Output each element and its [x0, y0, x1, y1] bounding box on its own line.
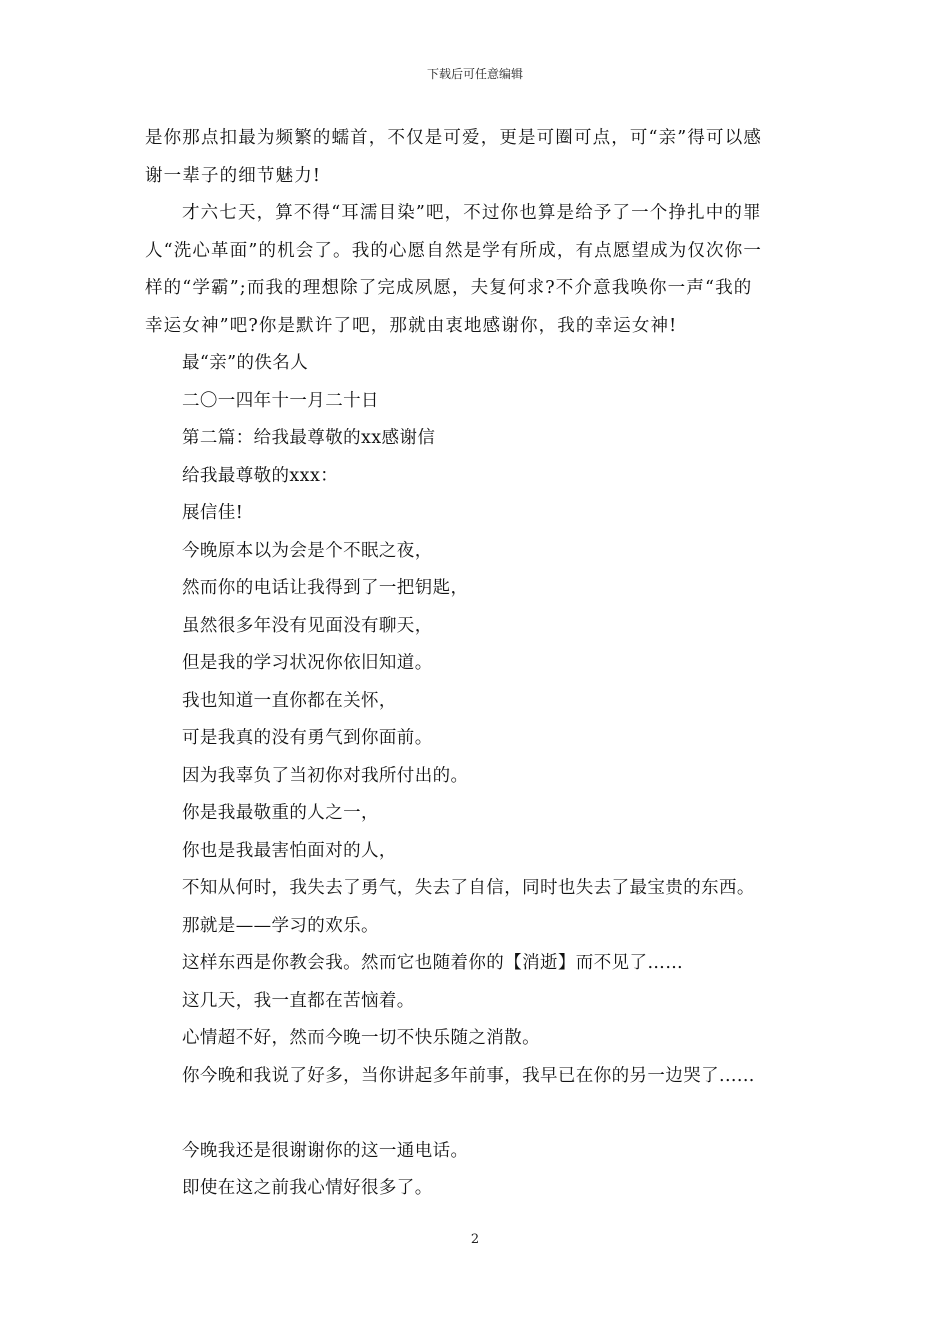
blank-line: [145, 1095, 810, 1133]
paragraph-line: 因为我辜负了当初你对我所付出的。: [182, 765, 469, 786]
paragraph-line: 即使在这之前我心情好很多了。: [182, 1178, 433, 1198]
paragraph-line: 这几天，我一直都在苦恼着。: [182, 990, 415, 1011]
paragraph-line: 这样东西是你教会我。然而它也随着你的【消逝】而不见了……: [182, 953, 684, 973]
paragraph-line: 你是我最敬重的人之一，: [182, 803, 379, 823]
page-header: 下载后可任意编辑: [426, 67, 523, 81]
paragraph-line: 幸运女神”吧?你是默许了吧，那就由衷地感谢你，我的幸运女神!: [145, 315, 678, 336]
paragraph-line: 心情超不好，然而今晚一切不快乐随之消散。: [182, 1028, 540, 1048]
paragraph-line: 虽然很多年没有见面没有聊天，: [182, 615, 433, 636]
page-number: 2: [470, 1232, 480, 1247]
paragraph-line: 展信佳!: [182, 503, 244, 523]
document-body: [145, 120, 810, 1208]
paragraph-line: 今晚我还是很谢谢你的这一通电话。: [182, 1140, 469, 1161]
date-line: 二〇一四年十一月二十日: [182, 390, 379, 411]
salutation-line: 给我最尊敬的xxx：: [182, 465, 339, 486]
paragraph-line: 谢一辈子的细节魅力!: [145, 165, 322, 186]
paragraph-line: 今晚原本以为会是个不眠之夜，: [182, 540, 433, 561]
paragraph-line: 你也是我最害怕面对的人，: [182, 840, 397, 861]
section-heading: 第二篇：给我最尊敬的xx感谢信: [182, 428, 436, 448]
paragraph-line: 样的“学霸”;而我的理想除了完成夙愿，夫复何求?不介意我唤你一声“我的: [145, 278, 753, 298]
paragraph-line: 我也知道一直你都在关怀，: [182, 690, 397, 711]
paragraph-line: 但是我的学习状况你依旧知道。: [182, 653, 433, 673]
paragraph-line: 人“洗心革面”的机会了。我的心愿自然是学有所成，有点愿望成为仅次你一: [145, 240, 762, 261]
paragraph-line: 可是我真的没有勇气到你面前。: [182, 728, 433, 748]
paragraph-line: 然而你的电话让我得到了一把钥匙，: [182, 578, 469, 598]
signature-line: 最“亲”的佚名人: [182, 353, 309, 373]
paragraph-line: 才六七天，算不得“耳濡目染”吧，不过你也算是给予了一个挣扎中的罪: [182, 203, 762, 223]
paragraph-line: 不知从何时，我失去了勇气，失去了自信，同时也失去了最宝贵的东西。: [182, 878, 755, 898]
paragraph-line: 是你那点扣最为频繁的蠕首，不仅是可爱，更是可圈可点，可“亲”得可以感: [145, 128, 762, 148]
paragraph-line: 那就是——学习的欢乐。: [182, 915, 379, 936]
paragraph-line: 你今晚和我说了好多，当你讲起多年前事，我早已在你的另一边哭了......: [182, 1065, 755, 1086]
